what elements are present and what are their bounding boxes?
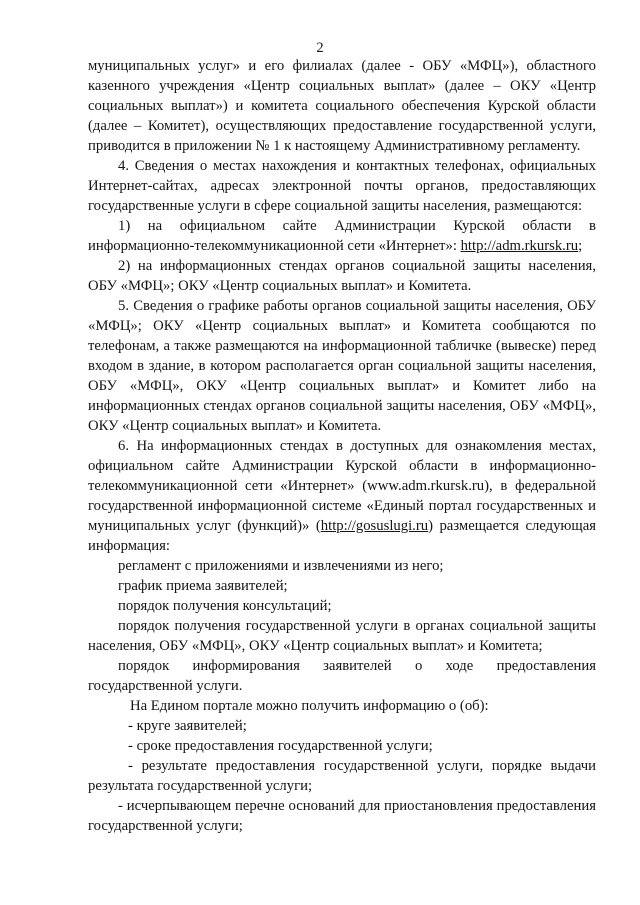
paragraph-4-1-tail: ; — [578, 238, 583, 254]
dash-item-rezultat: - результате предоставления государственной услуги, порядке выдачи результата государственной услуги; — [88, 758, 596, 794]
list-item-konsultacii: порядок получения консультаций; — [118, 598, 332, 614]
paragraph-4-1-text: 1) на официальном сайте Администрации Курской области в информационно-телекоммуникационной сети «Интернет»: — [88, 218, 596, 254]
page-number: 2 — [316, 40, 324, 56]
list-item-poryadok-polucheniya: порядок получения государственной услуги в органах социальной защиты населения, ОБУ «МФЦ», ОКУ «Центр социальных выплат» и Комитета; — [88, 618, 596, 654]
paragraph-5: 5. Сведения о графике работы органов социальной защиты населения, ОБУ «МФЦ»; ОКУ «Центр социальных выплат» и Комитета сообщаются по телефонам, а также размещаются на информационной табличке (вывеске) перед входом в здание, в котором располагается орган социальной защиты населения, ОБУ «МФЦ», ОКУ «Центр социальных выплат» и Комитет либо на информационных стендах органов социальной защиты населения, ОБУ «МФЦ», ОКУ «Центр социальных выплат» и Комитета. — [88, 298, 596, 434]
list-item-grafik: график приема заявителей; — [118, 578, 288, 594]
paragraph-4-2: 2) на информационных стендах органов социальной защиты населения, ОБУ «МФЦ»; ОКУ «Центр социальных выплат» и Комитета. — [88, 258, 596, 294]
paragraph-edinyi-portal: На Едином портале можно получить информацию о (об): — [130, 698, 489, 714]
paragraph-continuation: муниципальных услуг» и его филиалах (далее - ОБУ «МФЦ»), областного казенного учреждения «Центр социальных выплат» (далее – ОКУ «Центр социальных выплат») и комитета социального обеспечения Курской области (далее – Комитет), осуществляющих предоставление государственной услуги, приводится в приложении № 1 к настоящему Административному регламенту. — [88, 58, 596, 154]
paragraph-6-tail: ) размещается следующая информация: — [88, 518, 596, 554]
document-body — [88, 56, 596, 836]
paragraph-6-text: 6. На информационных стендах в доступных для ознакомления местах, официальном сайте Администрации Курской области в информационно-телекоммуникационной сети «Интернет» (www.adm.rkursk.ru), в федеральной государственной информационной системе «Единый портал государственных и муниципальных услуг (функций)» ( — [88, 438, 596, 534]
paragraph-4-1 — [88, 216, 596, 256]
adm-rkursk-link[interactable]: http://adm.rkursk.ru — [460, 238, 579, 254]
paragraph-4: 4. Сведения о местах нахождения и контактных телефонах, официальных Интернет-сайтах, адресах электронной почты органов, предоставляющих государственные услуги в сфере социальной защиты населения, размещаются: — [88, 158, 596, 214]
gosuslugi-link[interactable]: http://gosuslugi.ru — [320, 518, 429, 534]
dash-item-krug-zayaviteley: - круге заявителей; — [128, 718, 247, 734]
list-item-informirovanie: порядок информирования заявителей о ходе предоставления государственной услуги. — [88, 658, 596, 694]
dash-item-osnovaniya: - исчерпывающем перечне оснований для приостановления предоставления государственной услуги; — [88, 798, 596, 834]
dash-item-srok: - сроке предоставления государственной услуги; — [128, 738, 433, 754]
list-item-reglament: регламент с приложениями и извлечениями из него; — [118, 558, 444, 574]
paragraph-6 — [88, 436, 596, 556]
